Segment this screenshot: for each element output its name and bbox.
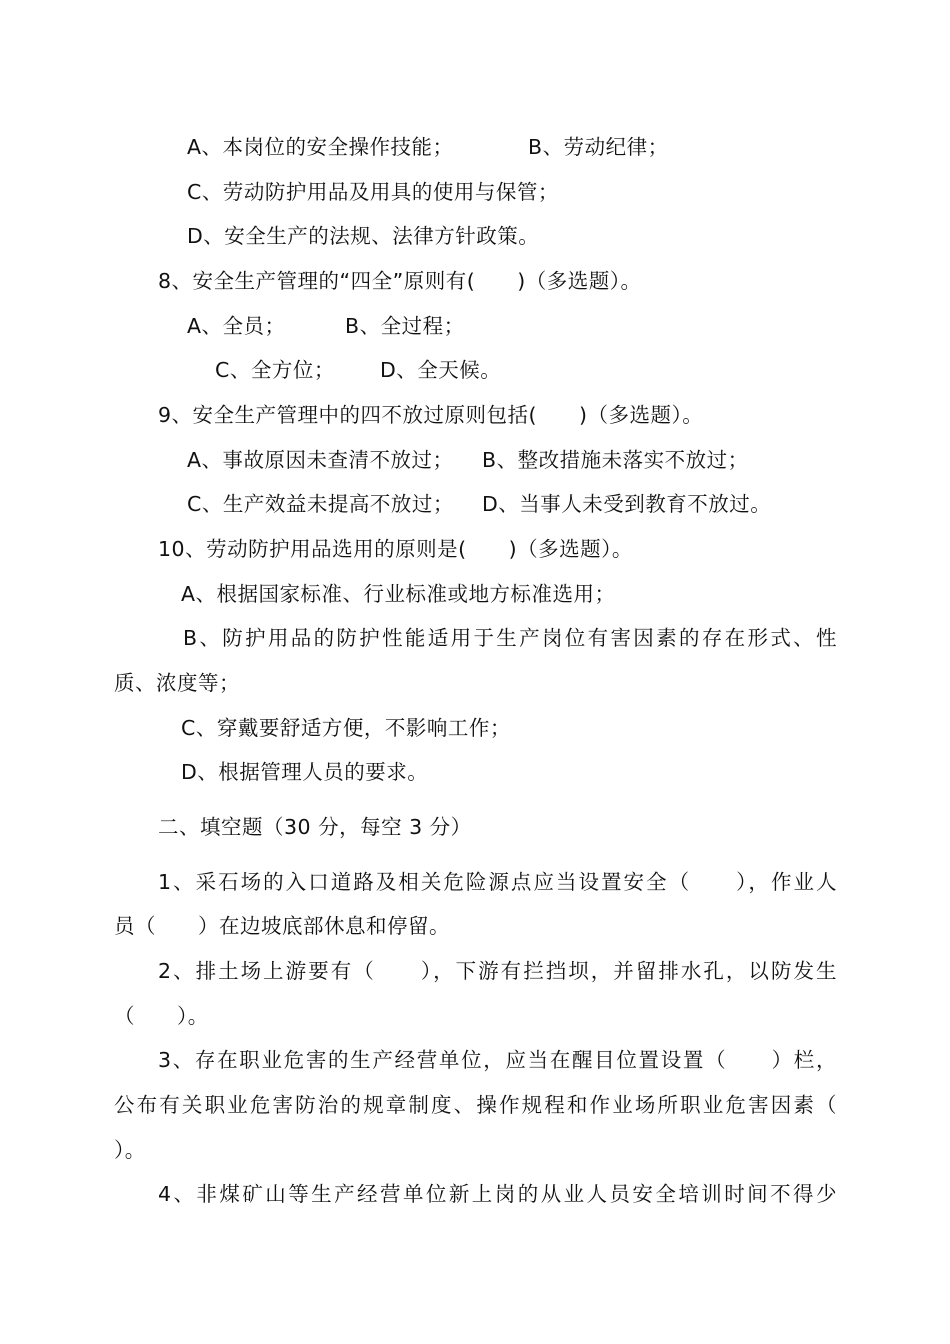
section-heading: 二、填空题（30 分，每空 3 分） — [158, 815, 472, 839]
q8-option-b: B、全过程； — [345, 314, 465, 338]
fill-q3-line2: 公布有关职业危害防治的规章制度、操作规程和作业场所职业危害因素（ — [114, 1093, 837, 1117]
fill-q1-line1: 1、采石场的入口道路及相关危险源点应当设置安全（ ），作业人 — [158, 870, 837, 894]
fill-q2-line1: 2、排土场上游要有（ ），下游有拦挡坝，并留排水孔，以防发生 — [158, 959, 837, 983]
q10-question: 10、劳动防护用品选用的原则是( )（多选题）。 — [158, 537, 633, 561]
q9-option-c: C、生产效益未提高不放过； — [187, 492, 454, 516]
fill-q3-line3: ）。 — [114, 1138, 146, 1162]
q7-option-b: B、劳动纪律； — [528, 135, 669, 159]
q7-option-a: A、本岗位的安全操作技能； — [187, 135, 454, 159]
q10-option-c: C、穿戴要舒适方便，不影响工作； — [181, 716, 511, 740]
q8-option-d: D、全天候。 — [380, 358, 502, 382]
fill-q3-line1: 3、存在职业危害的生产经营单位，应当在醒目位置设置（ ）栏， — [158, 1048, 837, 1072]
q10-option-b-line2: 质、浓度等； — [114, 671, 240, 695]
q9-question: 9、安全生产管理中的四不放过原则包括( )（多选题）。 — [158, 403, 704, 427]
fill-q1-line2: 员（ ）在边坡底部休息和停留。 — [114, 914, 450, 938]
q10-option-d: D、根据管理人员的要求。 — [181, 760, 429, 784]
fill-q4-line1: 4、非煤矿山等生产经营单位新上岗的从业人员安全培训时间不得少 — [158, 1182, 837, 1206]
q7-option-d: D、安全生产的法规、法律方针政策。 — [187, 224, 540, 248]
q8-option-c: C、全方位； — [215, 358, 335, 382]
q8-option-a: A、全员； — [187, 314, 286, 338]
fill-q2-line2: （ ）。 — [114, 1004, 209, 1028]
q8-question: 8、安全生产管理的“四全”原则有( )（多选题）。 — [158, 269, 642, 293]
q10-option-b-line1: B、防护用品的防护性能适用于生产岗位有害因素的存在形式、性 — [183, 626, 837, 650]
q7-option-c: C、劳动防护用品及用具的使用与保管； — [187, 180, 559, 204]
q9-option-d: D、当事人未受到教育不放过。 — [482, 492, 772, 516]
q10-option-a: A、根据国家标准、行业标准或地方标准选用； — [181, 582, 616, 606]
q9-option-b: B、整改措施未落实不放过； — [482, 448, 749, 472]
q9-option-a: A、事故原因未查清不放过； — [187, 448, 454, 472]
